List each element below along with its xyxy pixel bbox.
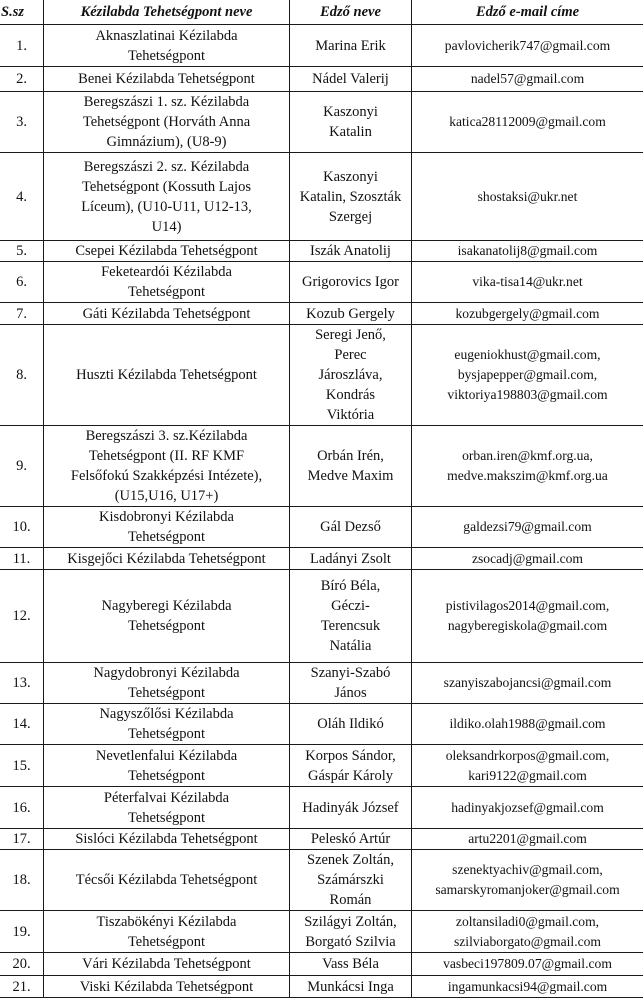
coach-name-cell-line: Hadinyák József [292, 798, 409, 818]
talent-point-name-cell [44, 976, 290, 998]
talent-point-name-cell-line: Tehetségpont (Kossuth Lajos [46, 177, 287, 197]
table-row [0, 850, 643, 911]
coach-name-cell [290, 153, 412, 241]
coach-name-cell-line: Viktória [292, 405, 409, 425]
serial-number-cell: 2. [0, 67, 44, 92]
coach-name-cell-line: Nádel Valerij [292, 69, 409, 89]
coach-name-cell-line: Katalin, Szoszták [292, 187, 409, 207]
table-row [0, 548, 643, 570]
talent-point-name-cell-line: Gáti Kézilabda Tehetségpont [46, 304, 287, 324]
coach-email-cell-line: zsocadj@gmail.com [414, 549, 641, 569]
coach-email-cell-line: ingamunkacsi94@gmail.com [414, 977, 641, 997]
coach-email-cell [412, 241, 643, 262]
talent-point-name-cell [44, 911, 290, 953]
talent-point-name-cell-line: Viski Kézilabda Tehetségpont [46, 977, 287, 997]
coach-name-cell [290, 704, 412, 745]
talent-point-name-cell-line: Beregszászi 3. sz.Kézilabda [46, 426, 287, 446]
coach-name-cell-line: Szilágyi Zoltán, [292, 912, 409, 932]
coach-email-cell-line: vasbeci197809.07@gmail.com [414, 954, 641, 974]
talent-point-name-cell-line: Tehetségpont [46, 808, 287, 828]
talent-point-name-cell-line: Péterfalvai Kézilabda [46, 788, 287, 808]
coach-name-cell-line: Medve Maxim [292, 466, 409, 486]
coach-email-cell-line: katica28112009@gmail.com [414, 112, 641, 132]
talent-point-name-cell-line: Líceum), (U10-U11, U12-13, [46, 197, 287, 217]
talent-point-name-cell-line: Tehetségpont (Horváth Anna [46, 112, 287, 132]
talent-point-name-cell-line: Tehetségpont [46, 683, 287, 703]
table-row [0, 507, 643, 548]
coach-email-cell [412, 953, 643, 976]
serial-number-cell: 11. [0, 548, 44, 570]
header-talent-point-name: Kézilabda Tehetségpont neve [44, 0, 290, 25]
coach-name-cell-line: Jároszláva, [292, 365, 409, 385]
coach-email-cell [412, 303, 643, 325]
talent-point-name-cell-line: Felsőfokú Szakképzési Intézete), [46, 466, 287, 486]
coach-name-cell-line: Katalin [292, 122, 409, 142]
talent-point-name-cell-line: Sislóci Kézilabda Tehetségpont [46, 829, 287, 849]
talent-point-name-cell-line: (U15,U16, U17+) [46, 486, 287, 506]
table-row [0, 745, 643, 787]
talent-point-name-cell-line: Aknaszlatinai Kézilabda [46, 26, 287, 46]
talent-point-name-cell [44, 67, 290, 92]
talent-point-name-cell-line: Huszti Kézilabda Tehetségpont [46, 365, 287, 385]
coach-name-cell-line: János [292, 683, 409, 703]
talent-point-name-cell [44, 704, 290, 745]
coach-email-cell-line: ildiko.olah1988@gmail.com [414, 714, 641, 734]
coach-name-cell-line: Szanyi-Szabó [292, 663, 409, 683]
coach-email-cell-line: artu2201@gmail.com [414, 829, 641, 849]
coach-email-cell [412, 507, 643, 548]
coach-email-cell-line: pavlovicherik747@gmail.com [414, 36, 641, 56]
serial-number-cell: 13. [0, 663, 44, 704]
talent-point-name-cell [44, 953, 290, 976]
talent-point-name-cell-line: Tehetségpont [46, 724, 287, 744]
table-row [0, 153, 643, 241]
coach-email-cell [412, 976, 643, 998]
talent-point-name-cell [44, 829, 290, 850]
serial-number-cell: 14. [0, 704, 44, 745]
coach-name-cell-line: Bíró Béla, [292, 576, 409, 596]
coach-email-cell [412, 25, 643, 67]
table-row [0, 67, 643, 92]
serial-number-cell: 16. [0, 787, 44, 829]
coach-name-cell-line: Seregi Jenő, [292, 325, 409, 345]
coach-email-cell-line: oleksandrkorpos@gmail.com, [414, 746, 641, 766]
talent-point-name-cell [44, 241, 290, 262]
coach-email-cell [412, 92, 643, 153]
coach-email-cell [412, 911, 643, 953]
coach-email-cell-line: szanyiszabojancsi@gmail.com [414, 673, 641, 693]
talent-point-name-cell [44, 548, 290, 570]
talent-point-name-cell-line: Nagyberegi Kézilabda [46, 596, 287, 616]
table-body [0, 25, 643, 998]
coach-name-cell-line: Gál Dezső [292, 517, 409, 537]
coach-email-cell [412, 548, 643, 570]
coach-email-cell [412, 745, 643, 787]
serial-number-cell: 21. [0, 976, 44, 998]
talent-point-name-cell-line: Beregszászi 1. sz. Kézilabda [46, 92, 287, 112]
serial-number-cell: 18. [0, 850, 44, 911]
coach-name-cell-line: Iszák Anatolij [292, 241, 409, 261]
coach-email-cell-line: zoltansiladi0@gmail.com, [414, 912, 641, 932]
coach-email-cell [412, 787, 643, 829]
coach-email-cell [412, 325, 643, 426]
talent-point-name-cell-line: Tiszabökényi Kézilabda [46, 912, 287, 932]
coach-email-cell-line: nadel57@gmail.com [414, 69, 641, 89]
coach-name-cell-line: Terencsuk [292, 616, 409, 636]
coach-email-cell-line: eugeniokhust@gmail.com, [414, 345, 641, 365]
coach-email-cell-line: medve.makszim@kmf.org.ua [414, 466, 641, 486]
talent-point-name-cell [44, 507, 290, 548]
coach-name-cell-line: Román [292, 890, 409, 910]
coach-name-cell [290, 976, 412, 998]
serial-number-cell: 9. [0, 426, 44, 507]
coach-email-cell [412, 663, 643, 704]
talent-point-name-cell [44, 153, 290, 241]
serial-number-cell: 5. [0, 241, 44, 262]
table-row [0, 829, 643, 850]
coach-name-cell [290, 663, 412, 704]
serial-number-cell: 15. [0, 745, 44, 787]
talent-point-name-cell [44, 663, 290, 704]
talent-point-name-cell-line: Benei Kézilabda Tehetségpont [46, 69, 287, 89]
coach-name-cell [290, 953, 412, 976]
table-row [0, 787, 643, 829]
talent-point-name-cell-line: Tehetségpont [46, 46, 287, 66]
coach-name-cell [290, 25, 412, 67]
coach-name-cell [290, 67, 412, 92]
coach-email-cell-line: szenektyachiv@gmail.com, [414, 860, 641, 880]
coach-name-cell-line: Perec [292, 345, 409, 365]
coach-name-cell [290, 241, 412, 262]
talent-point-name-cell [44, 25, 290, 67]
talent-point-name-cell-line: U14) [46, 217, 287, 237]
talent-point-name-cell [44, 262, 290, 303]
coach-name-cell [290, 570, 412, 663]
coach-name-cell [290, 548, 412, 570]
table-row [0, 704, 643, 745]
coach-name-cell-line: Borgató Szilvia [292, 932, 409, 952]
talent-point-name-cell-line: Vári Kézilabda Tehetségpont [46, 954, 287, 974]
coach-email-cell [412, 850, 643, 911]
table-row [0, 426, 643, 507]
coach-name-cell-line: Ladányi Zsolt [292, 549, 409, 569]
talent-point-name-cell-line: Nagyszőlősi Kézilabda [46, 704, 287, 724]
talent-point-name-cell-line: Tehetségpont [46, 282, 287, 302]
header-coach-name: Edző neve [290, 0, 412, 25]
talent-point-name-cell-line: Tehetségpont [46, 932, 287, 952]
coach-email-cell-line: samarskyromanjoker@gmail.com [414, 880, 641, 900]
coach-email-cell-line: viktoriya198803@gmail.com [414, 385, 641, 405]
coach-name-cell-line: Grigorovics Igor [292, 272, 409, 292]
table-row [0, 25, 643, 67]
coach-email-cell-line: nagyberegiskola@gmail.com [414, 616, 641, 636]
table-row [0, 663, 643, 704]
coach-email-cell-line: hadinyakjozsef@gmail.com [414, 798, 641, 818]
coach-email-cell [412, 153, 643, 241]
coach-email-cell [412, 262, 643, 303]
coach-email-cell [412, 829, 643, 850]
talent-point-name-cell-line: Tehetségpont (II. RF KMF [46, 446, 287, 466]
coach-name-cell-line: Kaszonyi [292, 167, 409, 187]
coach-email-cell [412, 67, 643, 92]
talent-point-name-cell-line: Nagydobronyi Kézilabda [46, 663, 287, 683]
serial-number-cell: 3. [0, 92, 44, 153]
table-row [0, 92, 643, 153]
coach-name-cell [290, 787, 412, 829]
serial-number-cell: 8. [0, 325, 44, 426]
coach-email-cell-line: isakanatolij8@gmail.com [414, 241, 641, 261]
coach-name-cell-line: Kozub Gergely [292, 304, 409, 324]
table-row [0, 303, 643, 325]
coach-email-cell-line: vika-tisa14@ukr.net [414, 272, 641, 292]
coach-name-cell-line: Vass Béla [292, 954, 409, 974]
coach-email-cell-line: pistivilagos2014@gmail.com, [414, 596, 641, 616]
coach-name-cell-line: Peleskó Artúr [292, 829, 409, 849]
header-serial-number: S.sz [0, 0, 44, 25]
talent-point-name-cell-line: Csepei Kézilabda Tehetségpont [46, 241, 287, 261]
talent-point-name-cell [44, 426, 290, 507]
coach-email-cell-line: galdezsi79@gmail.com [414, 517, 641, 537]
serial-number-cell: 4. [0, 153, 44, 241]
header-coach-email: Edző e-mail címe [412, 0, 643, 25]
talent-point-name-cell-line: Kisdobronyi Kézilabda [46, 507, 287, 527]
talent-point-name-cell [44, 325, 290, 426]
talent-point-name-cell-line: Tehetségpont [46, 527, 287, 547]
serial-number-cell: 17. [0, 829, 44, 850]
coach-name-cell-line: Korpos Sándor, [292, 746, 409, 766]
coach-email-cell-line: shostaksi@ukr.net [414, 187, 641, 207]
talent-point-name-cell-line: Nevetlenfalui Kézilabda [46, 746, 287, 766]
coach-name-cell-line: Marina Erik [292, 36, 409, 56]
table-row [0, 570, 643, 663]
serial-number-cell: 10. [0, 507, 44, 548]
serial-number-cell: 7. [0, 303, 44, 325]
coach-name-cell-line: Natália [292, 636, 409, 656]
coach-name-cell-line: Géczi- [292, 596, 409, 616]
coach-name-cell-line: Oláh Ildikó [292, 714, 409, 734]
coach-name-cell-line: Kondrás [292, 385, 409, 405]
coach-name-cell-line: Szergej [292, 207, 409, 227]
coach-name-cell [290, 507, 412, 548]
coach-name-cell [290, 829, 412, 850]
coach-email-cell-line: bysjapepper@gmail.com, [414, 365, 641, 385]
table-row [0, 241, 643, 262]
serial-number-cell: 1. [0, 25, 44, 67]
coach-email-cell-line: szilviaborgato@gmail.com [414, 932, 641, 952]
serial-number-cell: 6. [0, 262, 44, 303]
coach-name-cell-line: Számárszki [292, 870, 409, 890]
serial-number-cell: 19. [0, 911, 44, 953]
coach-name-cell-line: Gáspár Károly [292, 766, 409, 786]
coach-name-cell [290, 850, 412, 911]
table-row [0, 262, 643, 303]
talent-point-name-cell-line: Tehetségpont [46, 766, 287, 786]
coach-email-cell-line: kari9122@gmail.com [414, 766, 641, 786]
talent-point-name-cell [44, 787, 290, 829]
talent-point-name-cell [44, 850, 290, 911]
talent-point-name-cell [44, 745, 290, 787]
coach-name-cell [290, 911, 412, 953]
talent-point-name-cell-line: Técsői Kézilabda Tehetségpont [46, 870, 287, 890]
coach-email-cell-line: kozubgergely@gmail.com [414, 304, 641, 324]
coach-name-cell [290, 92, 412, 153]
coach-name-cell [290, 303, 412, 325]
coach-email-cell [412, 570, 643, 663]
talent-point-name-cell-line: Gimnázium), (U8-9) [46, 132, 287, 152]
talent-point-name-cell [44, 570, 290, 663]
table-row [0, 953, 643, 976]
coach-name-cell-line: Orbán Irén, [292, 446, 409, 466]
coach-email-cell-line: orban.iren@kmf.org.ua, [414, 446, 641, 466]
talent-point-name-cell [44, 92, 290, 153]
coach-name-cell [290, 426, 412, 507]
coach-name-cell-line: Szenek Zoltán, [292, 850, 409, 870]
table-row [0, 325, 643, 426]
coach-name-cell [290, 262, 412, 303]
coach-name-cell [290, 325, 412, 426]
talent-point-name-cell-line: Tehetségpont [46, 616, 287, 636]
talent-point-name-cell-line: Feketeardói Kézilabda [46, 262, 287, 282]
table-header-row [0, 0, 643, 25]
coach-email-cell [412, 704, 643, 745]
talent-point-name-cell-line: Beregszászi 2. sz. Kézilabda [46, 157, 287, 177]
talent-point-name-cell-line: Kisgejőci Kézilabda Tehetségpont [46, 549, 287, 569]
serial-number-cell: 12. [0, 570, 44, 663]
coach-name-cell-line: Kaszonyi [292, 102, 409, 122]
coach-name-cell [290, 745, 412, 787]
talent-point-name-cell [44, 303, 290, 325]
coach-email-cell [412, 426, 643, 507]
coach-name-cell-line: Munkácsi Inga [292, 977, 409, 997]
table-row [0, 911, 643, 953]
table-row [0, 976, 643, 998]
serial-number-cell: 20. [0, 953, 44, 976]
